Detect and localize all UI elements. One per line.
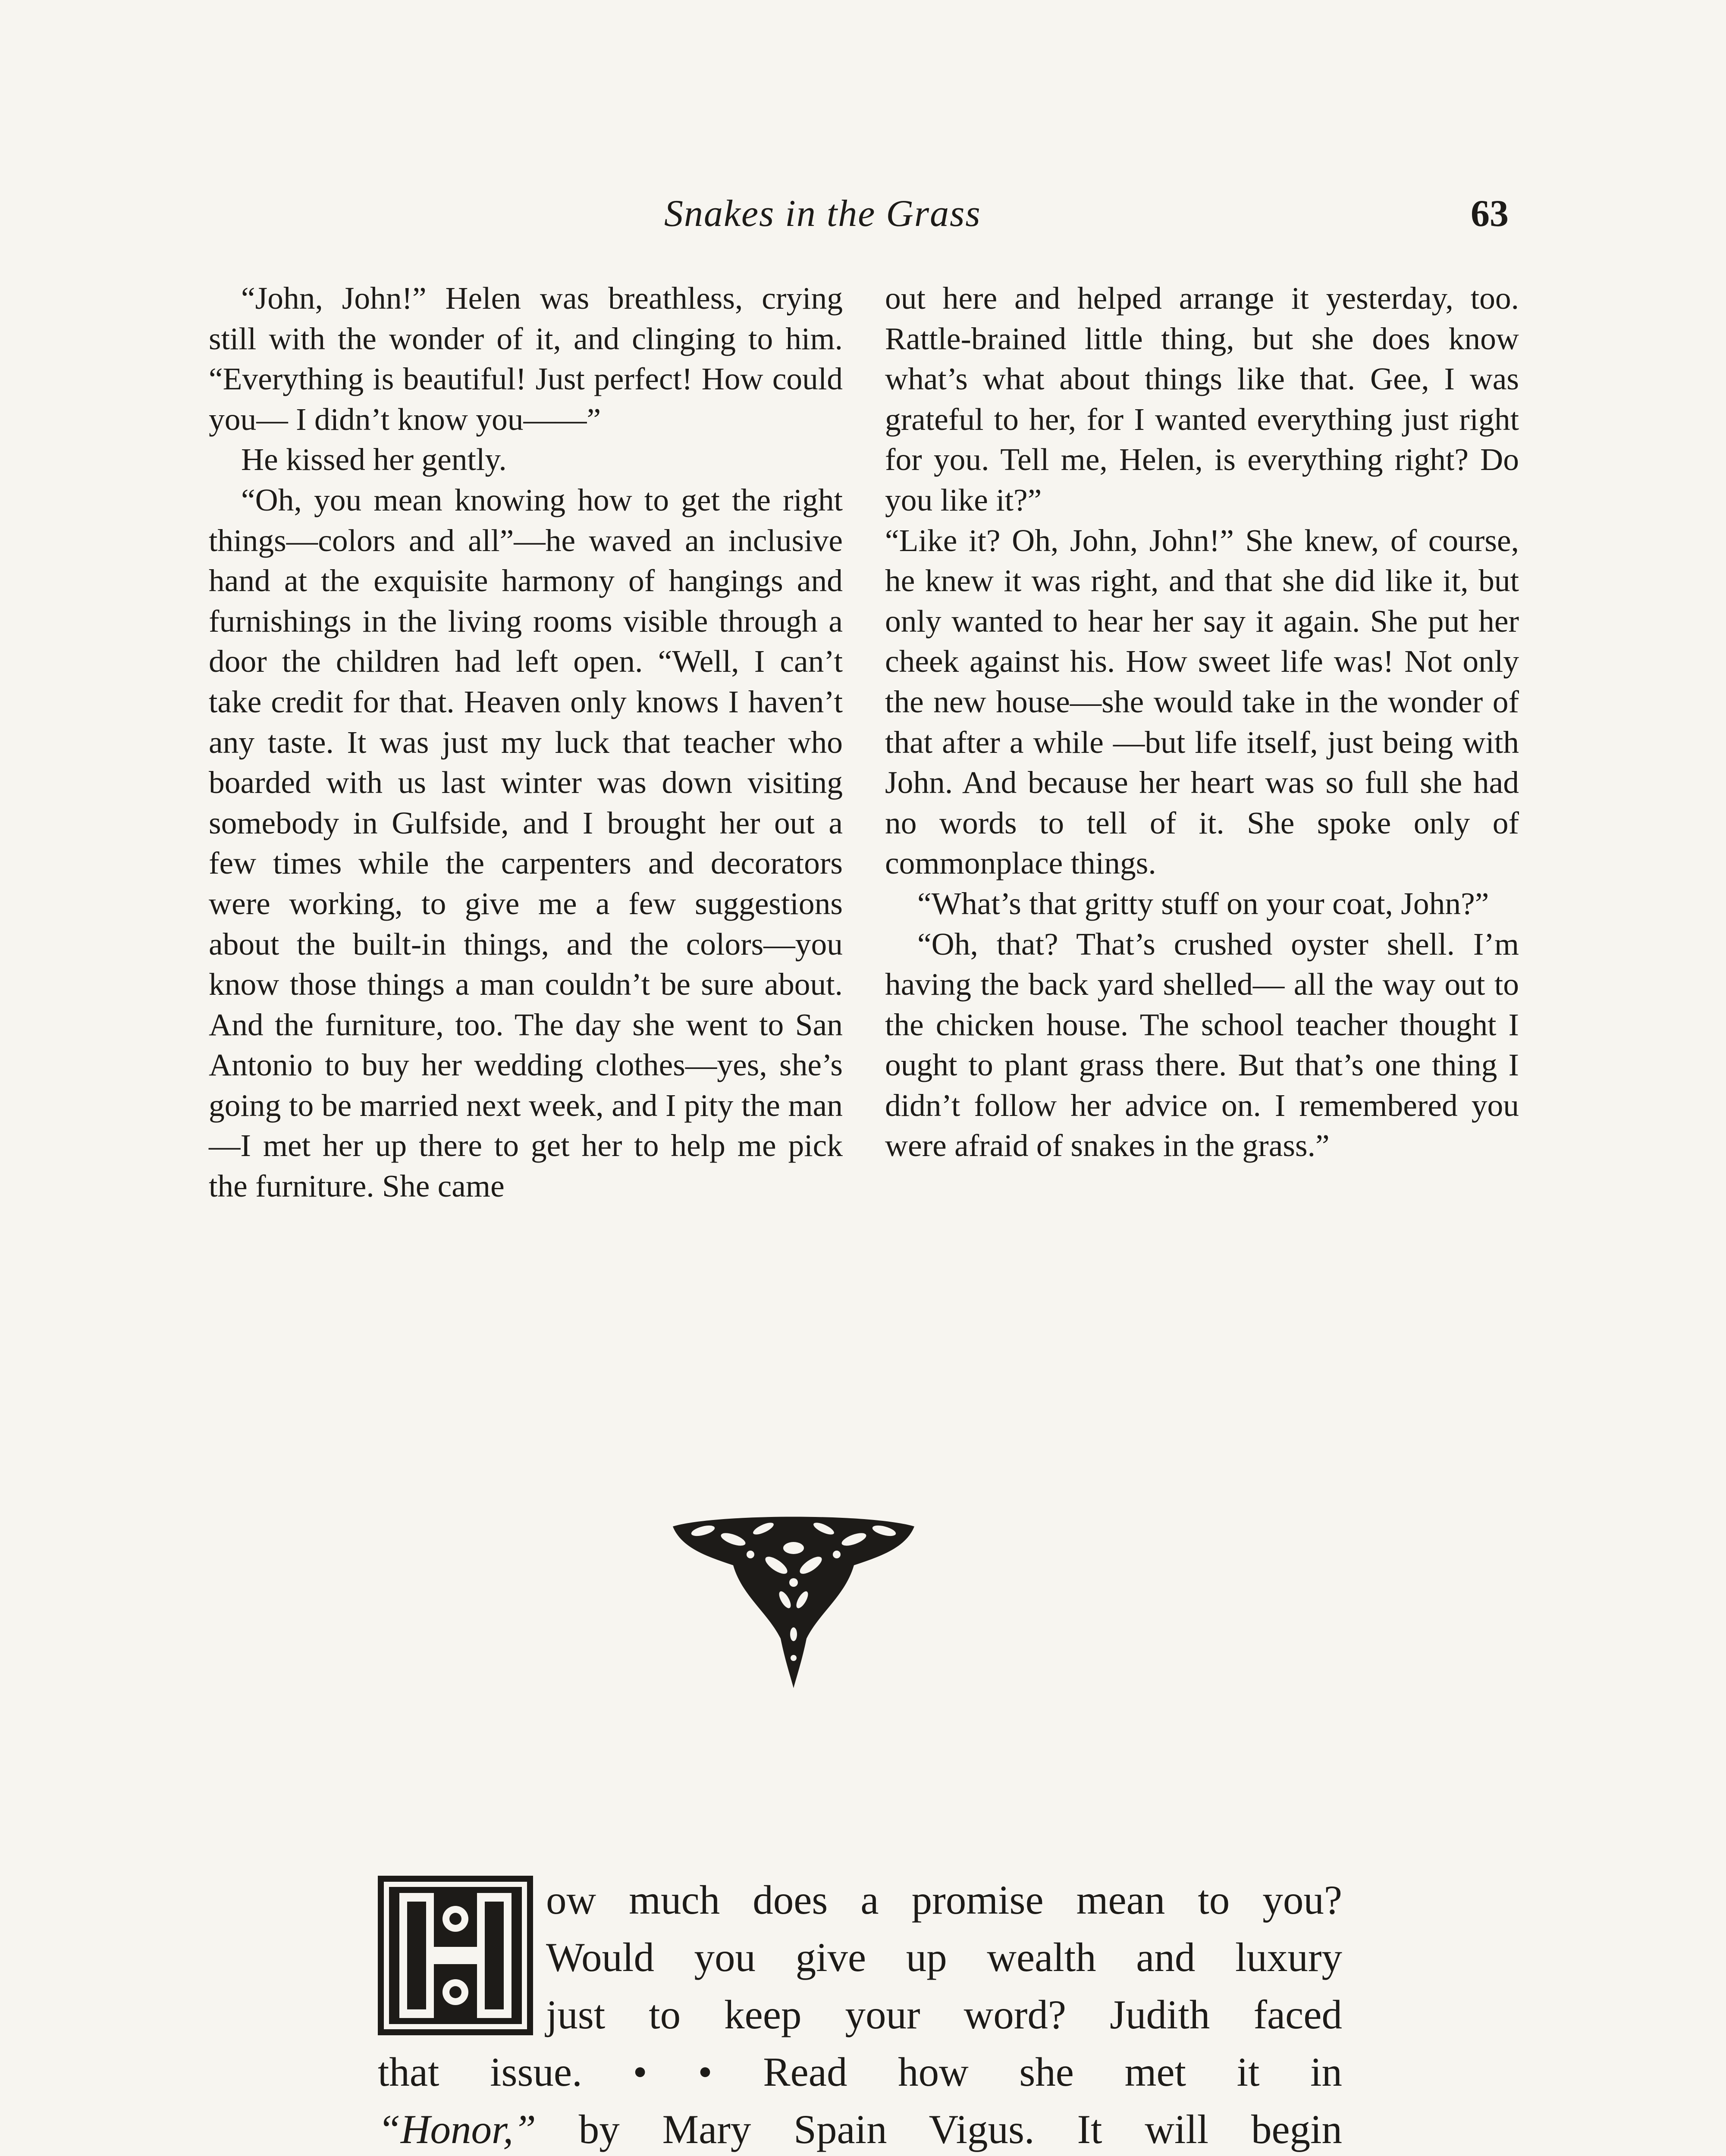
paragraph: out here and helped arrange it yesterday, too. Rattle-brained little thing, but she does know what’s what about things like that. Gee, I was grateful to her, for I wanted everything just right for you. Tell me, Helen, is everything right? Do you like it?” bbox=[885, 281, 1519, 517]
left-column bbox=[209, 278, 843, 1206]
promo-line-2: Would you give up wealth and luxury bbox=[546, 1934, 1342, 1980]
paragraph: He kissed her gently. bbox=[241, 442, 507, 477]
right-column bbox=[885, 278, 1519, 1166]
paragraph: “What’s that gritty stuff on your coat, John?” bbox=[917, 886, 1489, 921]
paragraph: “Oh, that? That’s crushed oyster shell. I’m having the back yard shelled— all the way out to the chicken house. The school teacher thought I ought to plant grass there. But that’s one thing I didn’t follow her advice on. I remembered you were afraid of snakes in the grass.” bbox=[885, 926, 1519, 1163]
promo-line-5 bbox=[378, 2101, 1342, 2156]
paragraph: “Oh, you mean knowing how to get the right things—colors and all”—he waved an inclusive hand at the exquisite harmony of hangings and furnishings in the living rooms visible through a door the children had left open. “Well, I can’t take credit for that. Heaven only knows I haven’t any taste. It was just my luck that teacher who boarded with us last winter was down visiting somebody in Gulfside, and I brought her out a few times while the carpenters and decorators were working, to give me a few suggestions about the built-in things, and the colors—you know those things a man couldn’t be sure about. And the furniture, too. The day she went to San Antonio to buy her wedding clothes—yes, she’s going to be married next week, and I pity the man—I met her up there to get her to help me pick the furniture. She came bbox=[209, 482, 843, 1204]
promo-notice bbox=[378, 1871, 1342, 2156]
promo-line-4: that issue. • • Read how she met it in bbox=[378, 2049, 1342, 2095]
paragraph: “John, John!” Helen was breathless, crying still with the wonder of it, and clinging to him. “Everything is beautiful! Just perfect! How could you— I didn’t know you——” bbox=[209, 281, 843, 437]
paragraph: “Like it? Oh, John, John!” She knew, of course, he knew it was right, and that she did like it, but only wanted to hear her say it again. She put her cheek against his. How sweet life was! Not only the new house—she would take in the wonder of that after a while —but life itself, just being with John. And because her heart was so full she had no words to tell of it. She spoke only of commonplace things. bbox=[885, 523, 1519, 881]
promo-line-1: ow much does a promise mean to you? bbox=[546, 1877, 1342, 1923]
leaf-ornament-icon bbox=[664, 1509, 923, 1690]
running-head bbox=[0, 192, 1726, 248]
story-title: “Honor,” bbox=[378, 2106, 536, 2152]
promo-line-5-rest: by Mary Spain Vigus. It will begin bbox=[536, 2106, 1342, 2152]
promo-line-3: just to keep your word? Judith faced bbox=[546, 1992, 1342, 2037]
page-number: 63 bbox=[1471, 193, 1509, 235]
ornate-dropcap-h-icon bbox=[378, 1876, 533, 2035]
running-title: Snakes in the Grass bbox=[664, 193, 981, 235]
